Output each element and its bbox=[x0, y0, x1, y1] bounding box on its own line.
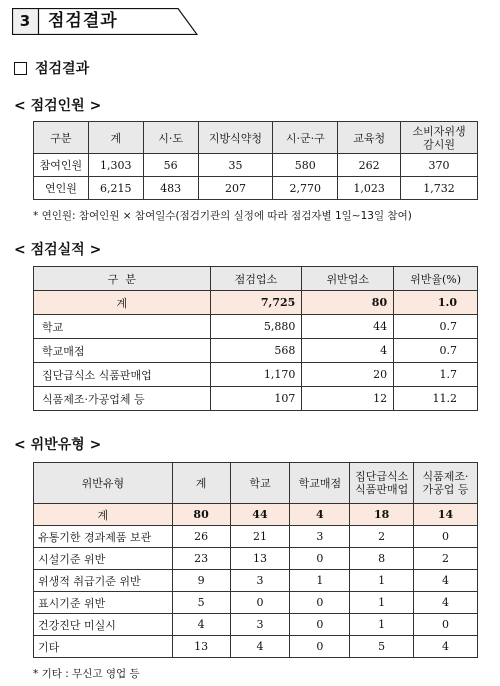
table-cell: 12 bbox=[302, 387, 394, 411]
table-cell: 0 bbox=[290, 636, 350, 658]
table-cell: 1,023 bbox=[338, 177, 401, 200]
table-cell: 13 bbox=[172, 636, 230, 658]
table-cell: 4 bbox=[172, 614, 230, 636]
table-header-cell: 위반유형 bbox=[34, 463, 173, 504]
chevron-right-icon: > bbox=[89, 437, 102, 453]
table-cell: 1.0 bbox=[394, 291, 478, 315]
table-cell: 위생적 취급기준 위반 bbox=[34, 570, 173, 592]
table-row bbox=[34, 363, 478, 387]
table-header-cell: 식품제조· 가공업 등 bbox=[414, 463, 478, 504]
table-header-cell: 집단급식소 식품판매업 bbox=[350, 463, 414, 504]
table-cell: 1,303 bbox=[88, 154, 143, 177]
table-cell: 3 bbox=[290, 526, 350, 548]
table-cell: 0 bbox=[414, 526, 478, 548]
participants-note: * 연인원: 참여인원 × 참여일수(점검기관의 실정에 따라 점검자별 1일∼13일 참여) bbox=[33, 210, 412, 222]
table-cell: 262 bbox=[338, 154, 401, 177]
table-cell: 5,880 bbox=[210, 315, 302, 339]
table-cell: 8 bbox=[350, 548, 414, 570]
table-cell: 9 bbox=[172, 570, 230, 592]
table-cell: 44 bbox=[230, 504, 290, 526]
table-cell: 연인원 bbox=[34, 177, 89, 200]
table-cell: 기타 bbox=[34, 636, 173, 658]
table-cell: 0 bbox=[290, 614, 350, 636]
table-cell: 13 bbox=[230, 548, 290, 570]
table-cell: 0 bbox=[414, 614, 478, 636]
table-header-cell: 시·도 bbox=[143, 122, 198, 154]
table-cell: 1,170 bbox=[210, 363, 302, 387]
table-cell: 0 bbox=[230, 592, 290, 614]
table-cell: 1 bbox=[350, 592, 414, 614]
chevron-left-icon: < bbox=[14, 437, 26, 453]
table-cell: 4 bbox=[414, 592, 478, 614]
square-bullet-icon bbox=[14, 62, 27, 75]
table-cell: 4 bbox=[414, 636, 478, 658]
results-heading-text: 점검실적 bbox=[30, 242, 85, 258]
table-row bbox=[34, 636, 478, 658]
participants-table bbox=[33, 121, 478, 200]
table-cell: 7,725 bbox=[210, 291, 302, 315]
table-cell: 44 bbox=[302, 315, 394, 339]
table-cell: 시설기준 위반 bbox=[34, 548, 173, 570]
table-cell: 1 bbox=[350, 614, 414, 636]
table-cell: 학교 bbox=[34, 315, 211, 339]
table-row bbox=[34, 339, 478, 363]
chevron-left-icon: < bbox=[14, 98, 26, 114]
participants-heading bbox=[14, 95, 101, 115]
table-row bbox=[34, 387, 478, 411]
chevron-right-icon: > bbox=[89, 242, 102, 258]
table-header-row bbox=[34, 267, 478, 291]
table-cell: 식품제조·가공업체 등 bbox=[34, 387, 211, 411]
table-cell: 2 bbox=[414, 548, 478, 570]
table-cell: 21 bbox=[230, 526, 290, 548]
table-row bbox=[34, 548, 478, 570]
section-header bbox=[12, 8, 198, 35]
chevron-left-icon: < bbox=[14, 242, 26, 258]
table-header-cell: 지방식약청 bbox=[198, 122, 273, 154]
table-cell: 23 bbox=[172, 548, 230, 570]
table-cell: 계 bbox=[34, 504, 173, 526]
table-header-cell: 시·군·구 bbox=[273, 122, 338, 154]
table-header-cell: 점검업소 bbox=[210, 267, 302, 291]
table-cell: 집단급식소 식품판매업 bbox=[34, 363, 211, 387]
table-header-cell: 구분 bbox=[34, 122, 89, 154]
section-number: 3 bbox=[19, 12, 31, 30]
table-row bbox=[34, 614, 478, 636]
table-cell: 35 bbox=[198, 154, 273, 177]
violations-note: * 기타 : 무신고 영업 등 bbox=[33, 668, 140, 680]
violations-heading bbox=[14, 434, 101, 454]
table-header-cell: 구 분 bbox=[34, 267, 211, 291]
table-row bbox=[34, 315, 478, 339]
table-cell: 56 bbox=[143, 154, 198, 177]
table-cell: 3 bbox=[230, 570, 290, 592]
table-cell: 207 bbox=[198, 177, 273, 200]
table-cell: 1 bbox=[350, 570, 414, 592]
table-cell: 0.7 bbox=[394, 339, 478, 363]
table-header-cell: 계 bbox=[88, 122, 143, 154]
results-table bbox=[33, 266, 478, 411]
table-cell: 20 bbox=[302, 363, 394, 387]
table-cell: 568 bbox=[210, 339, 302, 363]
table-header-row bbox=[34, 122, 478, 154]
table-cell: 6,215 bbox=[88, 177, 143, 200]
table-cell: 참여인원 bbox=[34, 154, 89, 177]
table-cell: 0 bbox=[290, 548, 350, 570]
table-cell: 4 bbox=[290, 504, 350, 526]
table-cell: 0.7 bbox=[394, 315, 478, 339]
table-header-cell: 계 bbox=[172, 463, 230, 504]
table-cell: 580 bbox=[273, 154, 338, 177]
table-header-cell: 학교매점 bbox=[290, 463, 350, 504]
table-row bbox=[34, 526, 478, 548]
violations-table bbox=[33, 462, 478, 658]
table-header-cell: 위반업소 bbox=[302, 267, 394, 291]
table-header-cell: 위반율(%) bbox=[394, 267, 478, 291]
main-heading-text: 점검결과 bbox=[35, 61, 90, 77]
table-header-cell: 학교 bbox=[230, 463, 290, 504]
table-cell: 3 bbox=[230, 614, 290, 636]
table-cell: 80 bbox=[302, 291, 394, 315]
table-header-row bbox=[34, 463, 478, 504]
table-row bbox=[34, 570, 478, 592]
table-cell: 4 bbox=[414, 570, 478, 592]
table-cell: 1.7 bbox=[394, 363, 478, 387]
table-cell: 건강진단 미실시 bbox=[34, 614, 173, 636]
table-cell: 370 bbox=[401, 154, 478, 177]
participants-heading-text: 점검인원 bbox=[30, 98, 85, 114]
table-cell: 107 bbox=[210, 387, 302, 411]
table-header-cell: 소비자위생 감시원 bbox=[401, 122, 478, 154]
table-total-row bbox=[34, 291, 478, 315]
table-cell: 유통기한 경과제품 보관 bbox=[34, 526, 173, 548]
table-row bbox=[34, 592, 478, 614]
section-title: 점검결과 bbox=[48, 11, 118, 31]
table-row bbox=[34, 154, 478, 177]
table-total-row bbox=[34, 504, 478, 526]
table-cell: 계 bbox=[34, 291, 211, 315]
table-cell: 학교매점 bbox=[34, 339, 211, 363]
table-cell: 2,770 bbox=[273, 177, 338, 200]
table-cell: 483 bbox=[143, 177, 198, 200]
table-cell: 2 bbox=[350, 526, 414, 548]
violations-heading-text: 위반유형 bbox=[30, 437, 85, 453]
table-cell: 5 bbox=[350, 636, 414, 658]
table-cell: 26 bbox=[172, 526, 230, 548]
table-cell: 5 bbox=[172, 592, 230, 614]
table-row bbox=[34, 177, 478, 200]
table-cell: 80 bbox=[172, 504, 230, 526]
table-header-cell: 교육청 bbox=[338, 122, 401, 154]
table-cell: 0 bbox=[290, 592, 350, 614]
table-cell: 4 bbox=[302, 339, 394, 363]
main-heading bbox=[14, 58, 89, 78]
results-heading bbox=[14, 239, 101, 259]
table-cell: 1 bbox=[290, 570, 350, 592]
table-cell: 표시기준 위반 bbox=[34, 592, 173, 614]
table-cell: 14 bbox=[414, 504, 478, 526]
table-cell: 11.2 bbox=[394, 387, 478, 411]
table-cell: 18 bbox=[350, 504, 414, 526]
table-cell: 4 bbox=[230, 636, 290, 658]
chevron-right-icon: > bbox=[89, 98, 102, 114]
table-cell: 1,732 bbox=[401, 177, 478, 200]
